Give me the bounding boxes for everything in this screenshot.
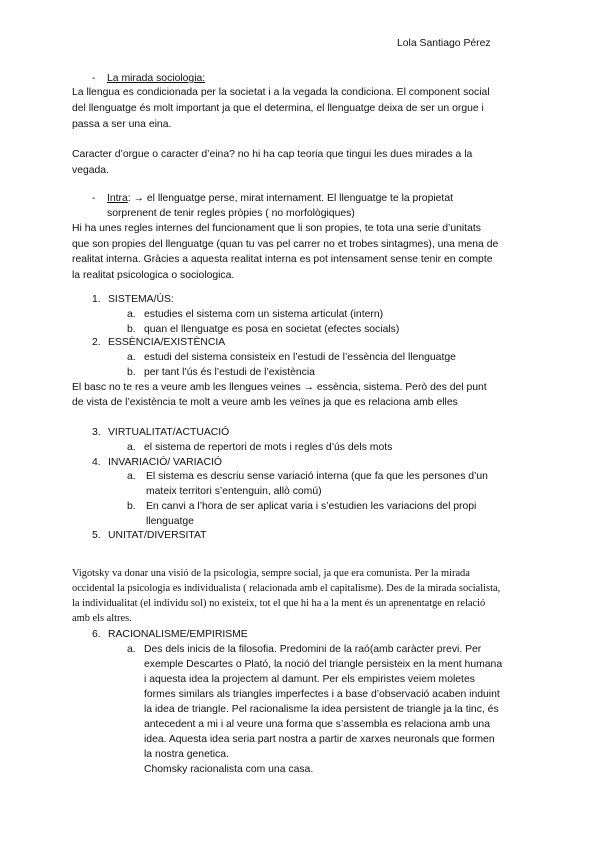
paragraph-line: Caracter d’orgue o caracter d’eina? no hi ha cap teoria que tingui les dues mirades a la bbox=[72, 149, 473, 160]
vigotsky-line: Vigotsky va donar una visió de la psicologia, sempre social, ja que era comunista. Per la mirada bbox=[72, 568, 470, 579]
sublist-item-cont: i aquesta idea la projectem al damunt. Per els empiristes veiem moletes bbox=[144, 674, 475, 685]
sublist-item: quan el llenguatge es posa en societat (efectes socials) bbox=[144, 324, 400, 335]
intra-heading-line bbox=[107, 191, 453, 207]
list-item-unitat-diversitat: UNITAT/DIVERSITAT bbox=[108, 530, 207, 541]
list-item-racionalisme-empirisme: RACIONALISME/EMPIRISME bbox=[108, 629, 248, 640]
sublist-item: el sistema de repertori de mots i regles d’ús dels mots bbox=[144, 442, 393, 453]
intra-description-cont: sorprenent de tenir regles pròpies ( no morfològiques) bbox=[107, 208, 355, 219]
intra-description: : → el llenguatge perse, mirat internament. El llenguatge te la propietat bbox=[127, 193, 453, 204]
paragraph-line: La llengua es condicionada per la societat i a la vegada la condiciona. El component social bbox=[72, 87, 490, 98]
author-name: Lola Santiago Pérez bbox=[397, 38, 491, 49]
sublist-letter: a. bbox=[127, 644, 136, 655]
sublist-item-cont: antecedent a mi i al veure una forma que s’assembla es relaciona amb una bbox=[144, 719, 490, 730]
vigotsky-line: occidental la psicologia es individualista ( relacionada amb el capitalisme). Des de la mirada socialista, bbox=[72, 583, 501, 594]
sublist-item-cont: Chomsky racionalista com una casa. bbox=[144, 764, 314, 775]
sublist-item-cont: mateix territori s’entenguin, allò comú) bbox=[146, 486, 322, 497]
sublist-item-cont: idea. Aquesta idea seria part nostra a partir de xarxes neuronals que formen bbox=[144, 734, 495, 745]
list-number: 1. bbox=[92, 294, 101, 305]
sublist-item: per tant l’ús és l’estudi de l’existència bbox=[144, 367, 315, 378]
sublist-letter: b. bbox=[127, 501, 136, 512]
paragraph-line: del llenguatge és molt important ja que el determina, el llenguatge deixa de ser un orgue i bbox=[72, 103, 484, 114]
list-number: 6. bbox=[92, 629, 101, 640]
list-number: 5. bbox=[92, 530, 101, 541]
sublist-item-cont: la idea de triangle. Pel racionalisme la idea persistent de triangle ja la tinc, és bbox=[144, 704, 499, 715]
list-number: 4. bbox=[92, 457, 101, 468]
list-item-virtualitat-actuacio: VIRTUALITAT/ACTUACIÓ bbox=[108, 427, 230, 438]
intra-label: Intra bbox=[107, 193, 128, 204]
sublist-item: Des dels inicis de la filosofia. Predomini de la raó(amb caràcter previ. Per bbox=[144, 644, 482, 655]
list-item-sistema-us: SISTEMA/ÚS: bbox=[108, 294, 174, 305]
sublist-item-cont: llenguatge bbox=[146, 516, 194, 527]
sublist-item-cont: formes similars als triangles imperfectes i a base d’observació acaben induint bbox=[144, 689, 500, 700]
list-item-invariacio-variacio: INVARIACIÓ/ VARIACIÓ bbox=[108, 457, 222, 468]
sublist-letter: a. bbox=[127, 471, 136, 482]
list-item-essencia-existencia: ESSÈNCIA/EXISTÈNCIA bbox=[108, 337, 226, 348]
paragraph-line: El basc no te res a veure amb les llengues veines → essència, sistema. Però des del punt bbox=[72, 382, 487, 393]
bullet-dash: - bbox=[92, 193, 96, 204]
sublist-item: En canvi a l’hora de ser aplicat varia i s’estudien les variacions del propi bbox=[146, 501, 477, 512]
sublist-letter: a. bbox=[127, 352, 136, 363]
bullet-dash: - bbox=[92, 73, 96, 84]
sublist-letter: a. bbox=[127, 442, 136, 453]
sublist-letter: b. bbox=[127, 324, 136, 335]
paragraph-line: vegada. bbox=[72, 165, 109, 176]
sublist-item-cont: exemple Descartes o Plató, la noció del triangle persisteix en la ment humana bbox=[144, 659, 503, 670]
sublist-item-cont: la nostra genetica. bbox=[144, 749, 229, 760]
paragraph-line: passa a ser una eina. bbox=[72, 119, 172, 130]
paragraph-line: la realitat psicologica o sociologica. bbox=[72, 269, 235, 281]
paragraph-line: de vista de l’existència te molt a veure amb les veïnes ja que es relaciona amb elles bbox=[72, 397, 458, 408]
sublist-item: estudi del sistema consisteix en l’estudi de l’essència del llenguatge bbox=[144, 352, 456, 363]
sublist-item: estudies el sistema com un sistema articulat (intern) bbox=[144, 309, 384, 320]
sublist-letter: a. bbox=[127, 309, 136, 320]
sublist-item: El sistema es descriu sense variació interna (que fa que les persones d’un bbox=[146, 471, 488, 482]
list-number: 3. bbox=[92, 427, 101, 438]
vigotsky-line: amb els altres. bbox=[72, 613, 132, 624]
list-number: 2. bbox=[92, 337, 101, 348]
paragraph-line: Hi ha unes regles internes del funcionament que li son propies, te tota una serie d’unitats bbox=[72, 223, 481, 234]
section-heading-mirada-sociologia: La mirada sociologia: bbox=[107, 73, 206, 84]
paragraph-line: realitat interna. Gràcies a aquesta realitat interna es pot intensament sense tenir en compte bbox=[72, 254, 493, 265]
paragraph-line: que son propies del llenguatge (quan tu vas pel carrer no et trobes sintagmes), una mena de bbox=[72, 238, 499, 250]
vigotsky-line: la individualitat (el individu sol) no existeix, tot el que hi ha a la ment és un aprenentatge en relació bbox=[72, 598, 486, 609]
sublist-letter: b. bbox=[127, 367, 136, 378]
